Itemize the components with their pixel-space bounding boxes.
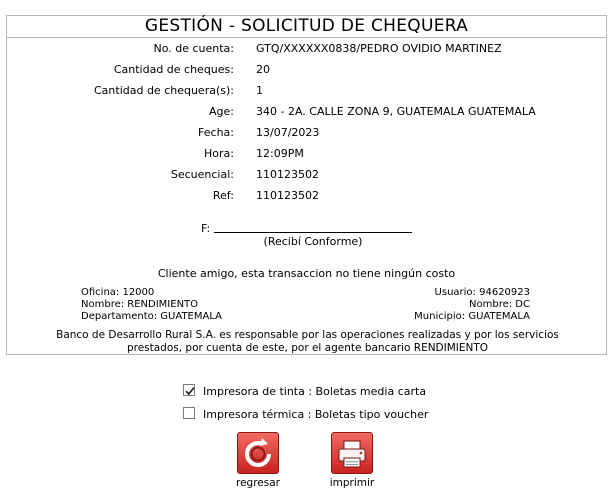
print-label[interactable]: imprimir	[329, 477, 375, 489]
sequence-value: 110123502	[256, 168, 319, 181]
refresh-back-icon	[238, 433, 278, 473]
field-sequence	[7, 167, 606, 183]
sequence-label: Secuencial:	[170, 168, 234, 181]
time-value: 12:09PM	[256, 147, 304, 160]
back-tile[interactable]	[237, 432, 279, 474]
print-tile[interactable]	[331, 432, 373, 474]
agency-value: 340 - 2A. CALLE ZONA 9, GUATEMALA GUATEMALA	[256, 105, 536, 118]
account-value: GTQ/XXXXXX0838/PEDRO OVIDIO MARTINEZ	[256, 42, 502, 55]
field-account	[7, 41, 606, 57]
agency-label: Age:	[209, 105, 234, 118]
user-name: Nombre: DC	[469, 299, 530, 310]
field-agency	[7, 104, 606, 120]
user-municipality: Municipio: GUATEMALA	[414, 311, 530, 322]
checkbook-count-label: Cantidad de chequera(s):	[93, 84, 234, 97]
checkbook-count-value: 1	[256, 84, 263, 97]
user-id: Usuario: 94620923	[434, 287, 530, 298]
back-button[interactable]	[228, 432, 288, 489]
thermal-printer-label[interactable]: Impresora térmica : Boletas tipo voucher	[203, 408, 429, 421]
receipt-title: GESTIÓN - SOLICITUD DE CHEQUERA	[7, 16, 606, 38]
signature-line	[214, 232, 412, 233]
office-code: Oficina: 12000	[81, 287, 155, 298]
field-time	[7, 146, 606, 162]
thermal-printer-checkbox[interactable]	[183, 407, 195, 419]
signature-caption: (Recibí Conforme)	[263, 235, 363, 248]
reference-label: Ref:	[212, 189, 234, 202]
user-info	[414, 287, 530, 323]
cost-note: Cliente amigo, esta transaccion no tiene ningún costo	[157, 267, 456, 280]
office-department: Departamento: GUATEMALA	[81, 311, 222, 322]
time-label: Hora:	[204, 147, 234, 160]
signature-label: F:	[201, 222, 211, 235]
field-checkbook-count	[7, 83, 606, 99]
receipt-panel	[6, 15, 607, 355]
ink-printer-checkbox[interactable]	[183, 384, 195, 396]
print-button[interactable]	[322, 432, 382, 489]
field-check-count	[7, 62, 606, 78]
check-count-label: Cantidad de cheques:	[113, 63, 234, 76]
office-info	[81, 287, 222, 323]
reference-value: 110123502	[256, 189, 319, 202]
printer-icon	[332, 433, 372, 473]
account-label: No. de cuenta:	[153, 42, 234, 55]
disclaimer	[27, 329, 588, 355]
disclaimer-line-2: prestados, por cuenta de este, por el agente bancario RENDIMIENTO	[126, 342, 489, 354]
field-date	[7, 125, 606, 141]
office-name: Nombre: RENDIMIENTO	[81, 299, 199, 310]
check-count-value: 20	[256, 63, 270, 76]
back-label[interactable]: regresar	[236, 477, 280, 489]
checkmark-icon	[184, 385, 196, 397]
disclaimer-line-1: Banco de Desarrollo Rural S.A. es responsable por las operaciones realizadas y por los servicios	[56, 329, 559, 341]
ink-printer-label[interactable]: Impresora de tinta : Boletas media carta	[203, 385, 427, 398]
date-label: Fecha:	[198, 126, 234, 139]
date-value: 13/07/2023	[256, 126, 320, 139]
field-reference	[7, 188, 606, 204]
